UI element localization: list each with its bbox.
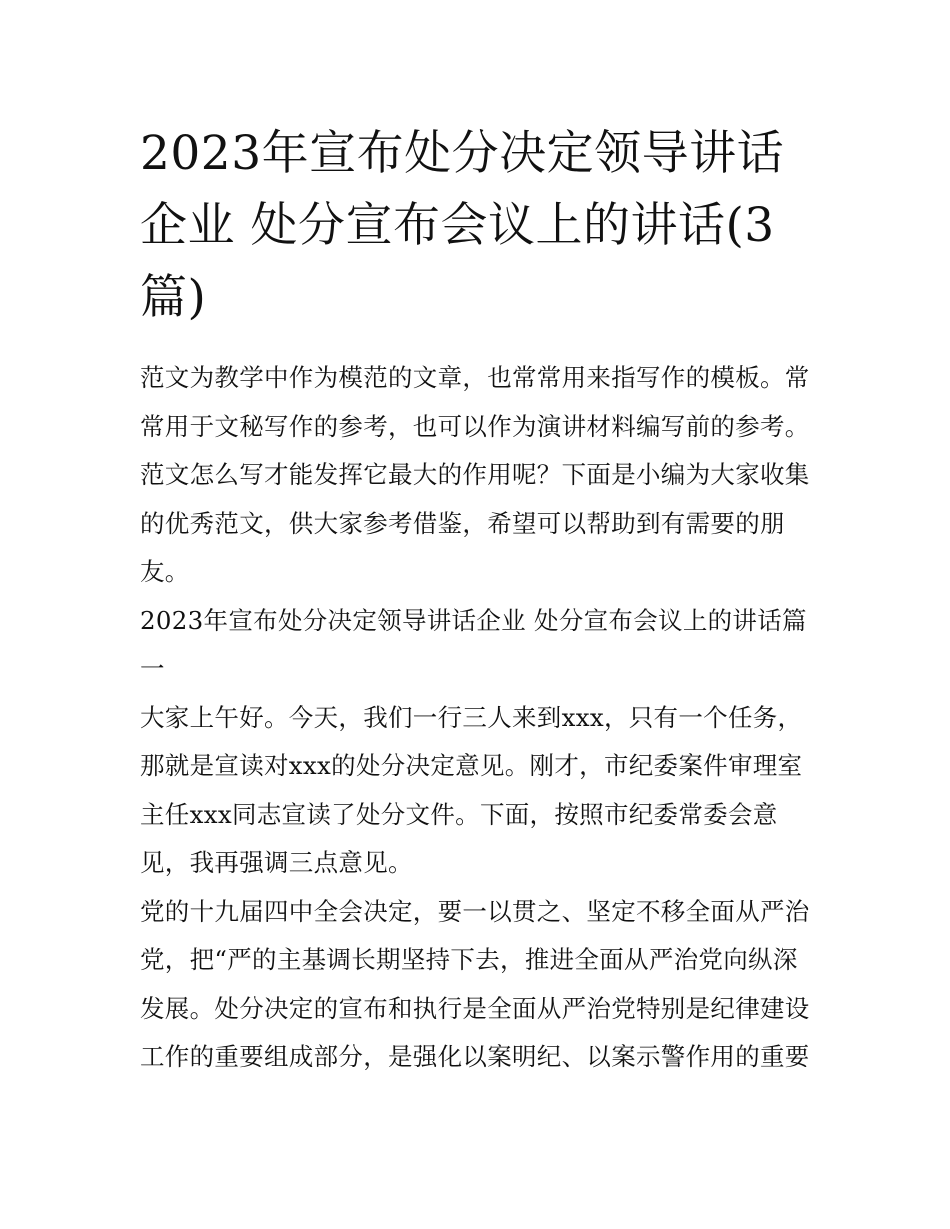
document-body — [140, 118, 815, 1082]
intro-paragraph: 范文为教学中作为模范的文章，也常常用来指写作的模板。常常用于文秘写作的参考，也可以作为演讲材料编写前的参考。范文怎么写才能发挥它最大的作用呢？下面是小编为大家收集的优秀范文，供大家参考借鉴，希望可以帮助到有需要的朋友。 — [140, 363, 810, 586]
body-paragraph: 党的十九届四中全会决定，要一以贯之、坚定不移全面从严治党，把“严的主基调长期坚持下去，推进全面从严治党向纵深发展。处分决定的宣布和执行是全面从严治党特别是纪律建设工作的重要组成部分，是强化以案明纪、以案示警作用的重要 — [140, 896, 810, 1071]
document-title: 2023年宣布处分决定领导讲话企业 处分宣布会议上的讲话(3篇) — [140, 126, 785, 325]
body-paragraph: 大家上午好。今天，我们一行三人来到xxx，只有一个任务，那就是宣读对xxx的处分决定意见。刚才，市纪委案件审理室主任xxx同志宣读了处分文件。下面，按照市纪委常委会意见，我再强调三点意见。 — [140, 702, 803, 877]
section-heading: 2023年宣布处分决定领导讲话企业 处分宣布会议上的讲话篇一 — [140, 605, 807, 683]
